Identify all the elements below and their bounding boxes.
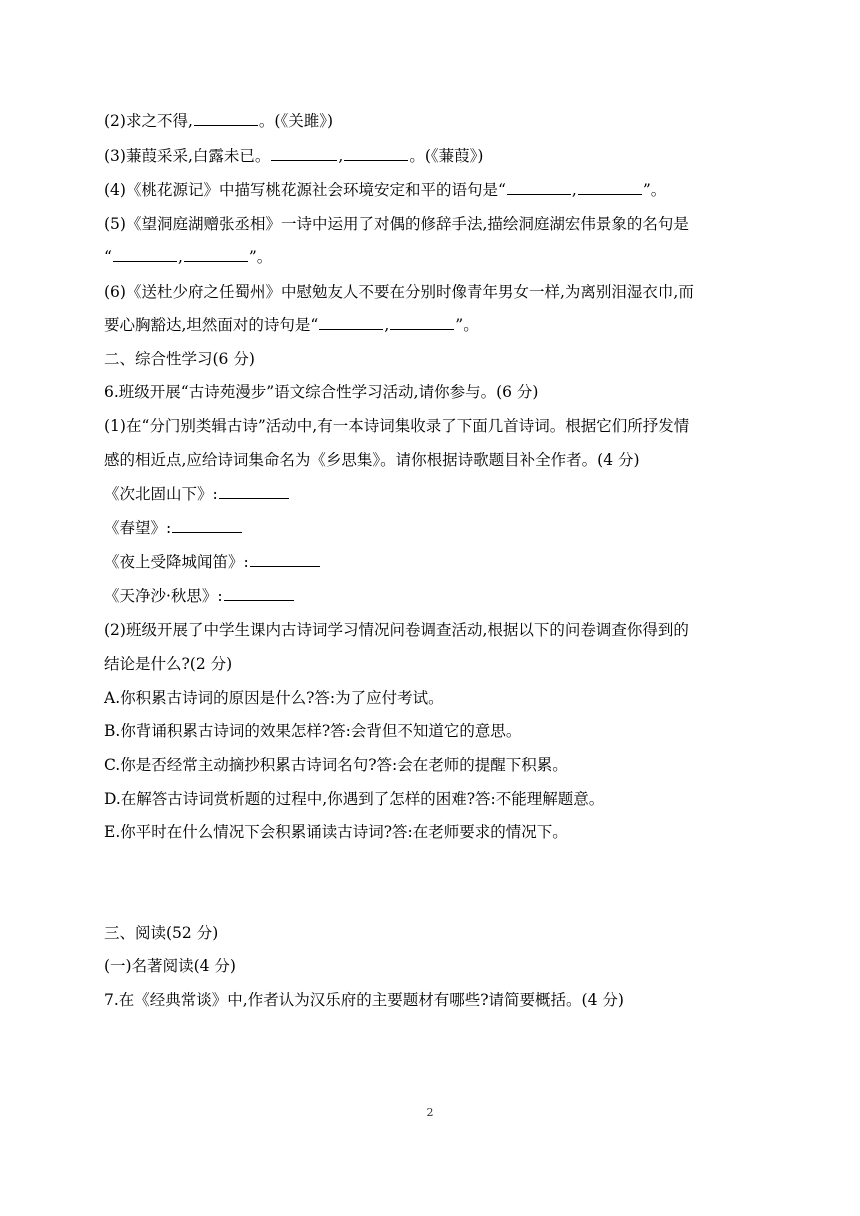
closing-quote: ”。 [248,248,273,266]
q6-text-cont: 要心胸豁达,坦然面对的诗句是“ [104,316,319,334]
survey-text: D.在解答古诗词赏析题的过程中,你遇到了怎样的困难?答:不能理解题意。 [104,790,605,808]
question-5-line1 [104,214,770,234]
answer-blank[interactable] [184,247,248,262]
answer-blank[interactable] [172,518,242,533]
question-7 [104,990,770,1010]
sub-heading: (一)名著阅读(4 分) [104,957,236,975]
sub-question-2-line2 [104,654,770,674]
poem-item-3 [104,552,770,572]
section-3-heading [104,923,770,943]
poem-item-2 [104,518,770,538]
question-5-line2 [104,247,770,267]
survey-item-c [104,755,770,775]
poem-item-1 [104,484,770,504]
sub-question-1-line1 [104,416,770,436]
separator: , [571,181,577,199]
question-6-stem [104,382,770,402]
survey-text: C.你是否经常主动摘抄积累古诗词名句?答:会在老师的提醒下积累。 [104,756,568,774]
sub-question-text: (2)班级开展了中学生课内古诗词学习情况问卷调查活动,根据以下的问卷调查你得到的 [104,621,689,639]
question-6-line2 [104,315,770,335]
answer-blank[interactable] [507,180,571,195]
q6-text: (6)《送杜少府之任蜀州》中慰勉友人不要在分别时像青年男女一样,为离别泪湿衣巾,而 [104,283,694,301]
poem-title: 《天净沙·秋思》: [104,587,223,605]
section-2-heading [104,349,770,369]
page-number: 2 [426,1106,434,1119]
poem-title: 《夜上受降城闻笛》: [104,553,249,571]
answer-blank[interactable] [390,315,454,330]
answer-blank[interactable] [224,586,294,601]
answer-blank[interactable] [194,111,258,126]
opening-quote: “ [104,248,112,266]
section-heading: 三、阅读(52 分) [104,924,219,942]
q3-text: (3)蒹葭采采,白露未已。 [104,147,271,165]
answer-blank[interactable] [113,247,177,262]
sub-question-1-line2 [104,450,770,470]
poem-title: 《次北固山下》: [104,485,218,503]
sub-question-text: 结论是什么?(2 分) [104,655,233,673]
answer-blank[interactable] [578,180,642,195]
question-6-line1 [104,282,770,302]
question-stem: 6.班级开展“古诗苑漫步”语文综合性学习活动,请你参与。(6 分) [104,383,539,401]
survey-item-d [104,789,770,809]
sub-question-text: (1)在“分门别类辑古诗”活动中,有一本诗词集收录了下面几首诗词。根据它们所抒发情 [104,417,690,435]
survey-item-e [104,822,770,842]
section-heading: 二、综合性学习(6 分) [104,350,255,368]
q3-source: 。(《蒹葭》) [409,147,484,165]
question-stem: 7.在《经典常谈》中,作者认为汉乐府的主要题材有哪些?请简要概括。(4 分) [104,991,624,1009]
answer-blank[interactable] [319,315,383,330]
survey-item-a [104,688,770,708]
survey-text: E.你平时在什么情况下会积累诵读古诗词?答:在老师要求的情况下。 [104,823,568,841]
sub-question-text: 感的相近点,应给诗词集命名为《乡思集》。请你根据诗歌题目补全作者。(4 分) [104,451,640,469]
sub-question-2-line1 [104,620,770,640]
question-4-line [104,180,770,200]
answer-blank[interactable] [250,552,320,567]
q2-source: 。(《关雎》) [258,112,333,130]
poem-title: 《春望》: [104,519,172,537]
q2-text: (2)求之不得, [104,112,193,130]
poem-item-4 [104,586,770,606]
separator: , [177,248,183,266]
answer-blank[interactable] [271,146,337,161]
answer-blank[interactable] [344,146,408,161]
survey-item-b [104,721,770,741]
closing-quote: ”。 [642,181,667,199]
survey-text: A.你积累古诗词的原因是什么?答:为了应付考试。 [104,689,444,707]
question-2-line [104,111,770,131]
survey-text: B.你背诵积累古诗词的效果怎样?答:会背但不知道它的意思。 [104,722,522,740]
q4-text: (4)《桃花源记》中描写桃花源社会环境安定和平的语句是“ [104,181,506,199]
answer-blank[interactable] [219,484,289,499]
separator: , [338,147,344,165]
q5-text: (5)《望洞庭湖赠张丞相》一诗中运用了对偶的修辞手法,描绘洞庭湖宏伟景象的名句是 [104,215,689,233]
question-3-line [104,146,770,166]
section-3-subheading [104,956,770,976]
separator: , [384,316,390,334]
closing-quote: ”。 [455,316,479,334]
